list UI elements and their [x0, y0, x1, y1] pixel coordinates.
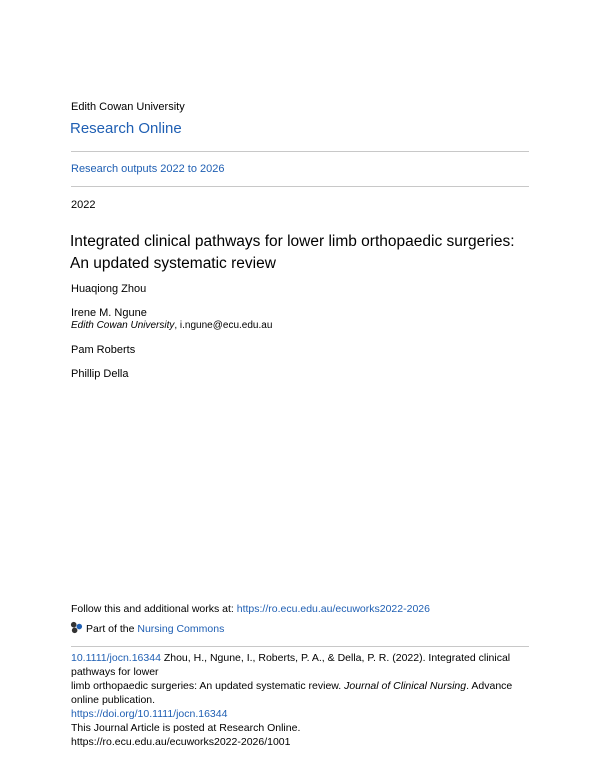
author-affiliation	[71, 320, 272, 331]
citation-text: Zhou, H., Ngune, I., Roberts, P. A., & Della, P. R. (2022). Integrated clinical pathways for lower	[71, 652, 511, 678]
citation-text: . Advance online publication.	[71, 680, 513, 706]
part-of-line	[70, 621, 224, 635]
title-line-2: An updated systematic review	[70, 255, 276, 272]
author-name: Pam Roberts	[71, 344, 136, 356]
follow-line	[71, 603, 430, 615]
title-line-1: Integrated clinical pathways for lower limb orthopaedic surgeries:	[70, 233, 515, 250]
commons-network-icon	[70, 621, 83, 634]
nursing-commons-link[interactable]: Nursing Commons	[137, 623, 225, 635]
divider	[71, 646, 529, 647]
affiliation-name: Edith Cowan University	[71, 320, 175, 331]
publication-year: 2022	[71, 199, 96, 211]
posted-url: https://ro.ecu.edu.au/ecuworks2022-2026/1001	[71, 736, 291, 748]
divider	[71, 186, 529, 187]
follow-link[interactable]: https://ro.ecu.edu.au/ecuworks2022-2026	[236, 603, 430, 615]
doi-url-link[interactable]: https://doi.org/10.1111/jocn.16344	[71, 708, 228, 720]
author-name: Irene M. Ngune	[71, 307, 147, 319]
doi-link[interactable]: 10.1111/jocn.16344	[71, 652, 161, 664]
citation-block	[71, 651, 533, 749]
author-email: , i.ngune@ecu.edu.au	[174, 320, 273, 331]
follow-text: Follow this and additional works at:	[71, 603, 237, 615]
posted-line: This Journal Article is posted at Research Online.	[71, 722, 301, 734]
article-title	[70, 231, 515, 275]
part-of-text: Part of the	[86, 623, 138, 635]
citation-text: limb orthopaedic surgeries: An updated systematic review.	[71, 680, 345, 692]
journal-name: Journal of Clinical Nursing	[344, 680, 467, 692]
repository-link[interactable]: Research Online	[70, 120, 182, 137]
citation-line-1	[71, 651, 533, 679]
citation-line-2	[71, 679, 533, 707]
author-name: Phillip Della	[71, 368, 129, 380]
author-name: Huaqiong Zhou	[71, 283, 147, 295]
divider	[71, 151, 529, 152]
institution-name: Edith Cowan University	[71, 101, 185, 113]
citation-line-3	[71, 707, 533, 721]
collection-link[interactable]: Research outputs 2022 to 2026	[71, 163, 225, 175]
